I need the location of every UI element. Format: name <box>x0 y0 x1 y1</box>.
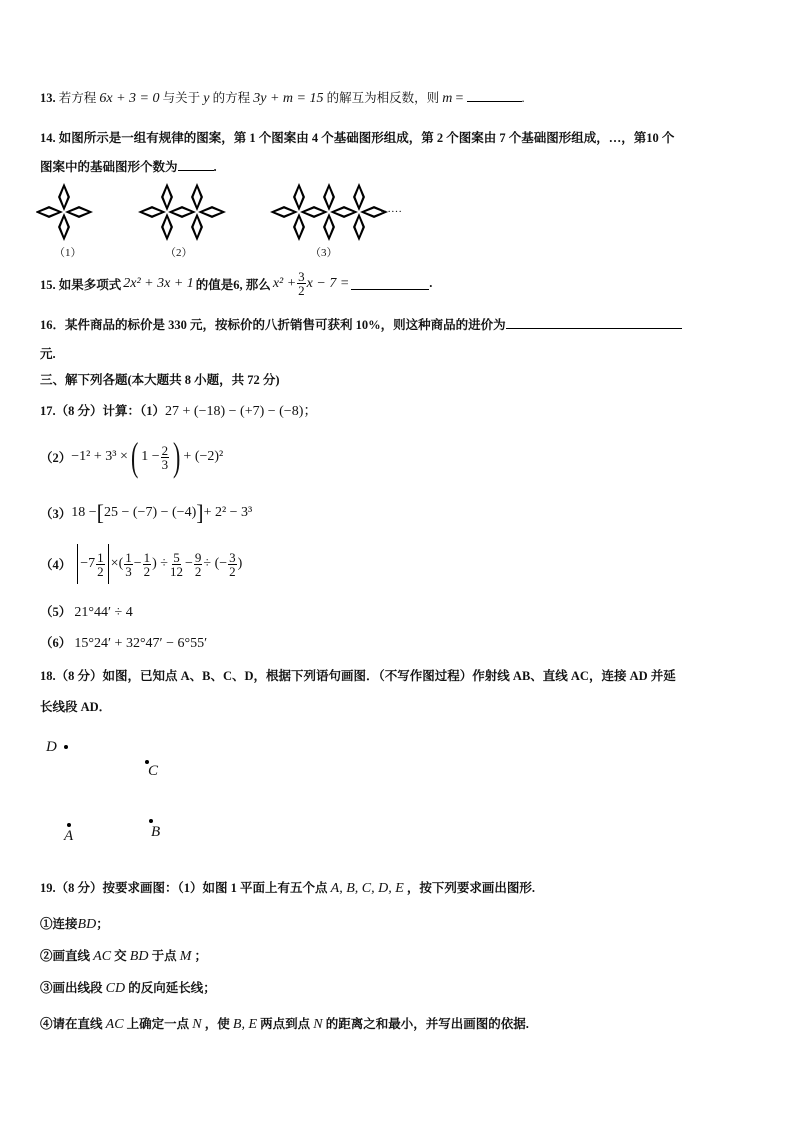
question-19-step1: ①连接BD； <box>40 917 109 932</box>
pattern-ellipsis: …… <box>380 203 402 215</box>
question-16-line2: 元. <box>40 347 56 361</box>
question-13: 13. 若方程 6x + 3 = 0 与关于 y 的方程 3y + m = 15 的解互为相反数，则 m = . <box>40 91 525 106</box>
pattern-2 <box>138 183 226 241</box>
point-b-label: B <box>151 824 161 840</box>
figure-label-1: （1） <box>54 247 82 259</box>
point-b-dot <box>149 819 153 823</box>
question-17-part6: （6） 15°24′ + 32°47′ − 6°55′ <box>40 636 208 651</box>
figure-label-2: （2） <box>165 247 193 259</box>
question-14-line2: 图案中的基础图形个数为 . <box>40 160 217 174</box>
question-14-line1: 14. 如图所示是一组有规律的图案，第 1 个图案由 4 个基础图形组成，第 2 个图案由 7 个基础图形组成，…，第10 个 <box>40 131 675 145</box>
question-17-part2: （2） −1² + 3³ × ( 1 − $\frac{2}{3}$ ) + (−2)² <box>40 434 224 479</box>
point-d-label: D <box>46 739 57 755</box>
question-18-line1: 18.（8 分）如图，已知点 A、B、C、D，根据下列语句画图．（不写作图过程）作射线 AB、直线 AC，连接 AD 并延 <box>40 669 676 683</box>
question-17-part3: （3） 18 − [ 25 − (−7) − (−4) ] + 2² − 3³ <box>40 500 253 525</box>
question-17-part5: （5） 21°44′ ÷ 4 <box>40 605 133 620</box>
figure-label-3: （3） <box>310 247 338 259</box>
question-19-step2: ②画直线 AC 交 BD 于点 M ； <box>40 949 208 964</box>
question-19-head: 19.（8 分）按要求画图：（1）如图 1 平面上有五个点 A, B, C, D, E ，按下列要求画出图形. <box>40 881 536 896</box>
answer-blank <box>506 316 682 329</box>
pattern-3 <box>270 183 388 241</box>
question-18-line2: 长线段 AD． <box>40 700 112 714</box>
question-19-step4: ④请在直线 AC 上确定一点 N ，使 B, E 两点到点 N 的距离之和最小，并写出画图的依据. <box>40 1017 529 1032</box>
point-a-label: A <box>64 828 74 844</box>
answer-blank <box>467 89 522 102</box>
question-19-step3: ③画出线段 CD 的反向延长线； <box>40 981 216 996</box>
section-heading: 三、解下列各题(本大题共 8 小题，共 72 分) <box>40 373 280 387</box>
pattern-figures <box>36 182 416 262</box>
point-a-dot <box>67 823 71 827</box>
point-d-dot <box>64 745 68 749</box>
question-16-line1: 16．某件商品的标价是 330 元，按标价的八折销售可获利 10%，则这种商品的进价为 <box>40 315 682 333</box>
question-17-head: 17.（8 分）计算：（1）27 + (−18) − (+7) − (−8)； <box>40 404 318 419</box>
fraction: $\frac{3}{2}$ <box>298 269 305 298</box>
answer-blank <box>351 277 429 290</box>
point-c-label: C <box>148 763 159 779</box>
question-17-part4: （4） −7 $\frac{1}{2}$ ×( $\frac{1}{3}$ − $\frac{1}{2}$ ) ÷ $\frac{5}{12}$ − $\frac{9}{2}$ ÷ (− $\frac{3}{2}$ ) <box>40 544 242 584</box>
pattern-1 <box>36 183 93 241</box>
question-15: 15. 如果多项式 2x² + 3x + 1 的值是6, 那么 x² + $\frac{3}{2}$ x − 7 = . <box>40 269 433 298</box>
answer-blank <box>178 158 214 171</box>
